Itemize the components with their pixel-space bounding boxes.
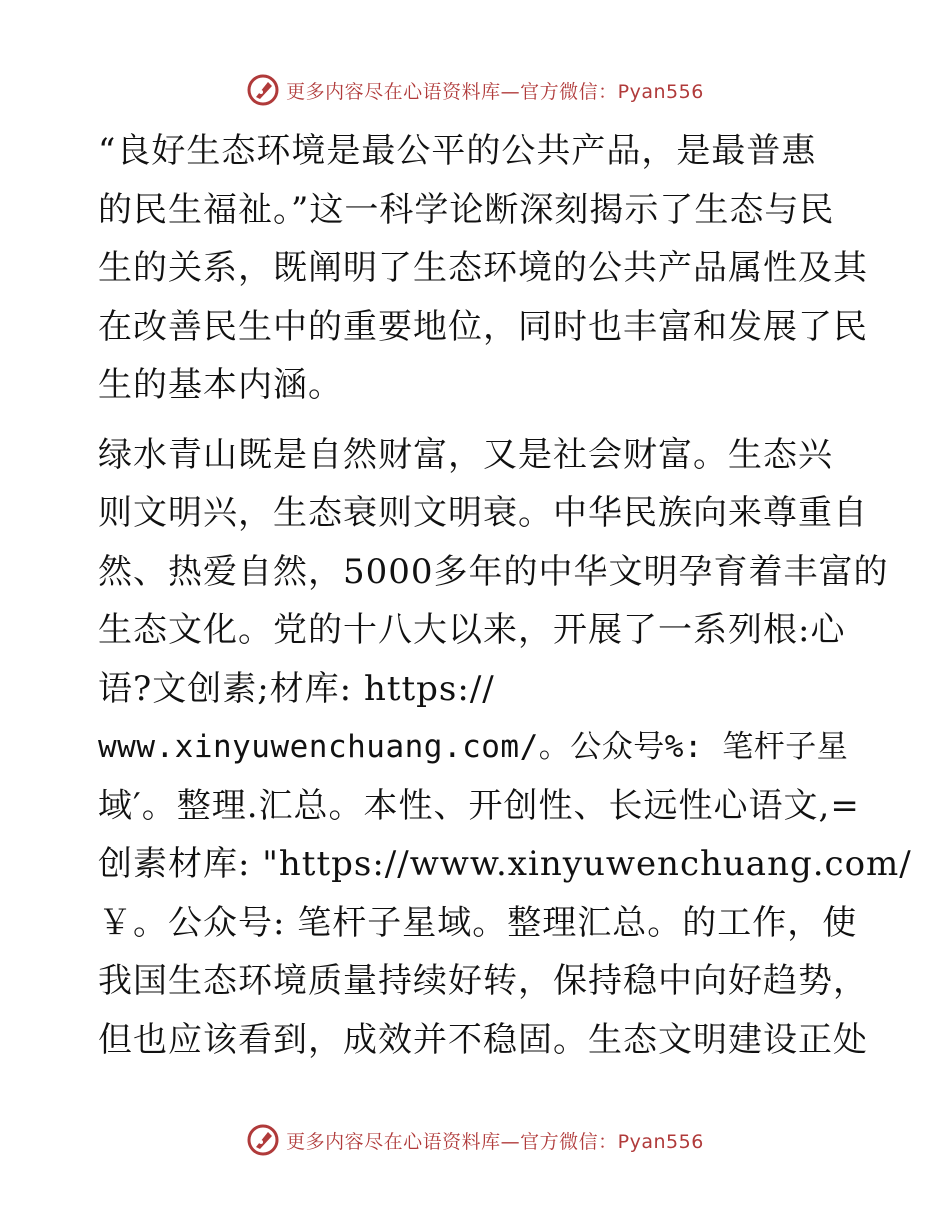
document-body — [98, 122, 912, 1080]
text-line: 在改善民生中的重要地位，同时也丰富和发展了民 — [98, 306, 868, 347]
pen-nib-logo-icon — [246, 73, 280, 107]
text-line: 的民生福祉。”这一科学论断深刻揭示了生态与民 — [98, 189, 835, 230]
header-banner-text: 更多内容尽在心语资料库—官方微信：Pyan556 — [286, 80, 704, 103]
text-line: ￥。公众号: 笔杆子星域。整理汇总。的工作，使 — [98, 902, 858, 943]
text-line: 生的关系，既阐明了生态环境的公共产品属性及其 — [98, 248, 868, 288]
text-line: 然、热爱自然，5000多年的中华文明孕育着丰富的 — [98, 551, 889, 592]
text-line: 我国生态环境质量持续好转，保持稳中向好趋势， — [98, 961, 868, 1001]
pen-nib-logo-icon — [246, 1123, 280, 1157]
text-line: 生态文化。党的十八大以来，开展了一系列根:心 — [98, 610, 846, 650]
text-line: 域′。整理.汇总。本性、开创性、长远性心语文,= — [98, 785, 860, 826]
paragraph-2 — [98, 426, 912, 1070]
text-line: 则文明兴，生态衰则文明衰。中华民族向来尊重自 — [98, 493, 868, 533]
text-line: 创素材库: "https://www.xinyuwenchuang.com/ — [98, 844, 912, 884]
text-line: www.xinyuwenchuang.com/。公众号%: 笔杆子星 — [98, 729, 849, 765]
header-banner — [0, 70, 950, 110]
text-line: 语?文创素;材库: https:// — [98, 668, 495, 709]
text-line: 但也应该看到，成效并不稳固。生态文明建设正处 — [98, 1019, 868, 1060]
footer-banner-text: 更多内容尽在心语资料库—官方微信：Pyan556 — [286, 1130, 704, 1153]
text-line: “良好生态环境是最公平的公共产品，是最普惠 — [98, 131, 817, 171]
footer-banner — [0, 1120, 950, 1160]
text-line: 绿水青山既是自然财富，又是社会财富。生态兴 — [98, 434, 833, 475]
text-line: 生的基本内涵。 — [98, 365, 343, 405]
paragraph-1 — [98, 122, 868, 415]
